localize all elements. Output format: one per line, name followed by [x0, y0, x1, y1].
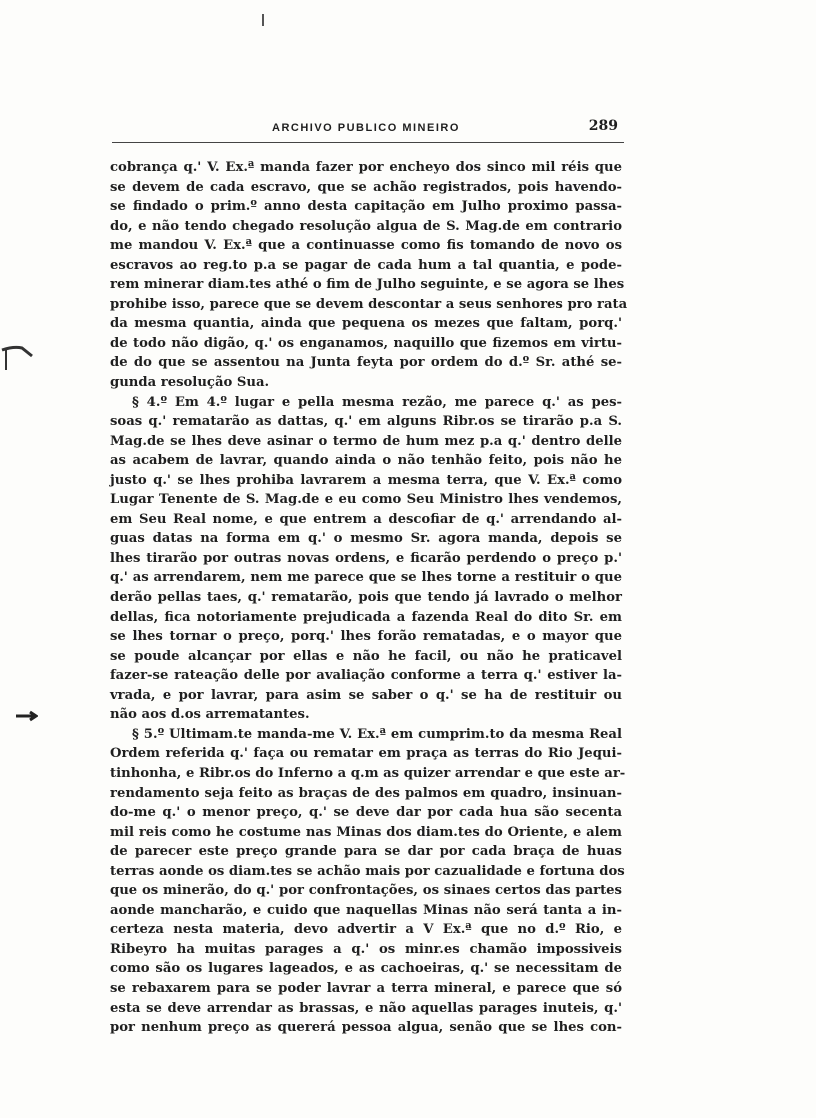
text-line: se findado o prim.º anno desta capitação em Julho proximo passa-: [110, 199, 622, 215]
text-line: lhes tirarão por outras novas ordens, e ficarão perdendo o preço p.': [110, 550, 622, 566]
header-rule: [112, 142, 624, 143]
text-line: se poude alcançar por ellas e não he facil, ou não he praticavel: [110, 648, 622, 664]
paragraph-1: [110, 158, 628, 393]
text-line: se rebaxarem para se poder lavrar a terra mineral, e parece que só: [110, 980, 622, 996]
text-line: as acabem de lavrar, quando ainda o não tenhão feito, pois não he: [110, 453, 622, 469]
text-line: que os minerão, do q.' por confrontações, os sinaes certos das partes: [110, 883, 622, 899]
text-line: rem minerar diam.tes athé o fim de Julho seguinte, e se agora se lhes: [110, 277, 625, 293]
paragraph-2: [110, 393, 622, 725]
text-line: esta se deve arrendar as brassas, e não aquellas parages inuteis, q.': [110, 1000, 622, 1016]
text-line: § 4.º Em 4.º lugar e pella mesma rezão, me parece q.' as pes-: [132, 394, 622, 410]
text-line: justo q.' se lhes prohiba lavrarem a mesma terra, que V. Ex.ª como: [110, 472, 622, 488]
text-line: não aos d.os arrematantes.: [110, 707, 310, 723]
text-line: q.' as arrendarem, nem me parece que se lhes torne a restituir o que: [110, 570, 622, 586]
text-line: gunda resolução Sua.: [110, 375, 270, 391]
text-line: tinhonha, e Ribr.os do Inferno a q.m as quizer arrendar e que este ar-: [110, 765, 626, 781]
text-line: soas q.' rematarão as dattas, q.' em alguns Ribr.os se tirarão p.a S.: [110, 414, 622, 430]
text-line: de todo não digão, q.' os enganamos, naquillo que fizemos em virtu-: [110, 335, 622, 351]
top-speck: [262, 14, 264, 26]
text-line: por nenhum preço as quererá pessoa algua, senão que se lhes con-: [110, 1020, 622, 1036]
page-header: [112, 118, 622, 138]
text-line: me mandou V. Ex.ª que a continuasse como fis tomando de novo os: [110, 238, 622, 254]
paragraph-3: [110, 725, 626, 1038]
text-line: certeza nesta materia, devo advertir a V Ex.ª que no d.º Rio, e: [110, 922, 622, 938]
text-line: se devem de cada escravo, que se achão registrados, pois havendo-: [110, 179, 622, 195]
text-line: rendamento seja feito as braças de des palmos em quadro, insinuan-: [110, 785, 622, 801]
text-line: Ordem referida q.' faça ou rematar em praça as terras do Rio Jequi-: [110, 746, 622, 762]
body-text: [110, 158, 628, 1038]
text-line: do-me q.' o menor preço, q.' se deve dar por cada hua são secenta: [110, 805, 622, 821]
text-line: em Seu Real nome, e que entrem a descofiar de q.' arrendando al-: [110, 511, 622, 527]
text-line: mil reis como he costume nas Minas dos diam.tes do Oriente, e alem: [110, 824, 622, 840]
text-line: terras aonde os diam.tes se achão mais por cazualidade e fortuna dos: [110, 863, 625, 879]
text-line: Ribeyro ha muitas parages a q.' os minr.es chamão impossiveis: [110, 941, 622, 957]
text-line: vrada, e por lavrar, para asim se saber o q.' se ha de restituir ou: [110, 687, 622, 703]
text-line: se lhes tornar o preço, porq.' lhes forão rematadas, e o mayor que: [110, 629, 622, 645]
text-line: § 5.º Ultimam.te manda-me V. Ex.ª em cumprim.to da mesma Real: [132, 726, 622, 742]
text-line: dellas, fica notoriamente prejudicada a fazenda Real do dito Sr. em: [110, 609, 622, 625]
text-line: da mesma quantia, ainda que pequena os mezes que faltam, porq.': [110, 316, 622, 332]
text-line: Mag.de se lhes deve asinar o termo de hum mez p.a q.' dentro delle: [110, 433, 622, 449]
text-line: derão pellas taes, q.' rematarão, pois que tendo já lavrado o melhor: [110, 590, 622, 606]
text-line: guas datas na forma em q.' o mesmo Sr. agora manda, depois se: [110, 531, 622, 547]
text-line: de do que se assentou na Junta feyta por ordem do d.º Sr. athé se-: [110, 355, 622, 371]
text-line: escravos ao reg.to p.a se pagar de cada hum a tal quantia, e pode-: [110, 257, 622, 273]
running-head: ARCHIVO PUBLICO MINEIRO: [272, 122, 460, 134]
text-line: prohibe isso, parece que se devem descontar a seus senhores pro rata: [110, 296, 628, 312]
text-line: fazer-se rateação delle por avaliação conforme a terra q.' estiver la-: [110, 668, 622, 684]
text-line: Lugar Tenente de S. Mag.de e eu como Seu Ministro lhes vendemos,: [110, 492, 622, 508]
text-line: aonde mancharão, e cuido que naquellas Minas não será tanta a in-: [110, 902, 622, 918]
text-line: do, e não tendo chegado resolução algua de S. Mag.de em contrario: [110, 218, 622, 234]
margin-bracket-mark: [0, 340, 34, 370]
text-line: como são os lugares lageados, e as cachoeiras, q.' se necessitam de: [110, 961, 622, 977]
page-number: 289: [588, 118, 618, 134]
text-line: de parecer este preço grande para se dar por cada braça de huas: [110, 844, 622, 860]
text-line: cobrança q.' V. Ex.ª manda fazer por encheyo dos sinco mil réis que: [110, 160, 622, 175]
margin-arrow-mark: [16, 710, 38, 722]
